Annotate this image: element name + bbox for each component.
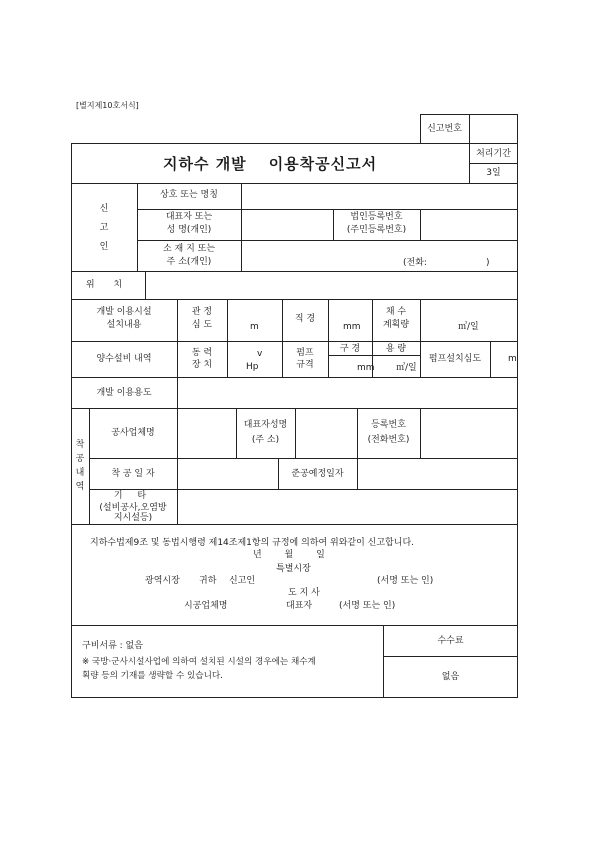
pump-label-1: 펌프 xyxy=(296,348,314,358)
depth-field[interactable] xyxy=(228,300,282,341)
representative-signature-field[interactable] xyxy=(312,599,336,613)
processing-period-label: 처리기간 xyxy=(476,149,511,159)
purpose-label: 개발 이용용도 xyxy=(96,388,152,398)
company-name-sign-label: 시공업체명 xyxy=(184,601,228,611)
rep-name-label-2: (주 소) xyxy=(251,435,280,445)
depth-label-2: 심 도 xyxy=(191,320,213,330)
pump-label-2: 규격 xyxy=(296,360,314,370)
install-depth-label: 펌프설치심도 xyxy=(428,354,482,364)
planned-completion-field[interactable] xyxy=(358,459,517,489)
form-reference: [별지제10호서식] xyxy=(76,101,139,110)
addressee-label: 귀하 xyxy=(199,576,217,586)
reporter-signature-label: 신고인 xyxy=(229,576,256,586)
diameter-unit: mm xyxy=(343,322,361,332)
planned-completion-label: 준공예정일자 xyxy=(291,469,344,479)
power-field[interactable] xyxy=(228,342,282,377)
other-note-2: 지시설등) xyxy=(113,513,153,523)
facility-label-2: 설치내용 xyxy=(106,320,142,330)
bore-unit: mm xyxy=(357,363,375,373)
phone-label: (전화: xyxy=(403,258,427,268)
start-date-field[interactable] xyxy=(178,459,278,489)
bore-label: 구 경 xyxy=(339,344,361,354)
address-field[interactable] xyxy=(242,241,517,271)
bore-field[interactable] xyxy=(329,356,372,377)
representative-label-1: 대표자 또는 xyxy=(165,212,213,222)
reg-no-label-2: (전화번호) xyxy=(367,435,410,445)
power-label-1: 동 력 xyxy=(191,348,213,358)
reporter-section-label-1: 신 xyxy=(99,204,109,214)
location-label: 위 치 xyxy=(85,280,131,290)
construction-section-label-2: 공 xyxy=(75,454,85,464)
report-number-field[interactable] xyxy=(470,115,517,143)
start-date-label: 착 공 일 자 xyxy=(111,469,155,479)
address-label-1: 소 재 지 또는 xyxy=(162,244,216,254)
capacity-label-2: 계획량 xyxy=(382,320,410,330)
rep-name-label-1: 대표자성명 xyxy=(243,420,288,430)
capacity-label-1: 채 수 xyxy=(385,307,407,317)
report-number-label: 신고번호 xyxy=(427,124,462,134)
reporter-section-label-2: 고 xyxy=(99,223,109,233)
pumping-label: 양수설비 내역 xyxy=(96,354,152,364)
volume-unit: ㎥/일 xyxy=(396,363,417,373)
diameter-field[interactable] xyxy=(329,300,372,341)
volume-label: 용 량 xyxy=(385,344,407,354)
other-field[interactable] xyxy=(178,490,517,524)
construction-section-label-4: 역 xyxy=(75,482,85,492)
business-name-label: 상호 또는 명칭 xyxy=(160,190,218,200)
purpose-field[interactable] xyxy=(178,378,517,408)
business-name-field[interactable] xyxy=(242,184,517,209)
voltage-unit: v xyxy=(257,349,263,359)
representative-label-2: 성 명(개인) xyxy=(166,225,212,235)
corp-reg-label-2: (주민등록번호) xyxy=(346,225,407,235)
facility-label-1: 개발 이용시설 xyxy=(96,307,152,317)
diameter-label: 직 경 xyxy=(294,314,316,324)
capacity-unit: ㎥/일 xyxy=(458,322,479,332)
volume-field[interactable] xyxy=(373,356,420,377)
depth-label-1: 관 정 xyxy=(191,307,213,317)
declaration-statement: 지하수법제9조 및 동법시행령 제14조제1항의 규정에 의하여 위와같이 신고합니다. xyxy=(90,538,415,548)
corp-reg-label-1: 법인등록번호 xyxy=(350,212,403,222)
form-title: 지하수 개발 이용착공신고서 xyxy=(163,155,378,173)
footer-note-1: ※ 국방·군사시설사업에 의하여 설치된 시설의 경우에는 채수계 xyxy=(82,657,316,667)
install-depth-unit: m xyxy=(508,354,517,364)
province-label: 도 지 사 xyxy=(288,588,320,598)
construction-section-label-1: 착 xyxy=(75,440,85,450)
reporter-section-label-3: 인 xyxy=(99,242,109,252)
representative-field[interactable] xyxy=(242,210,333,240)
location-field[interactable] xyxy=(146,272,517,299)
capacity-field[interactable] xyxy=(421,300,517,341)
representative-sign-label: 대표자 xyxy=(286,601,313,611)
special-city-label: 특별시장 xyxy=(276,564,311,574)
address-label-2: 주 소(개인) xyxy=(166,257,212,267)
rep-name-field[interactable] xyxy=(296,409,357,458)
construction-section-label-3: 내 xyxy=(75,468,85,478)
declaration-date-line: 년 월 일 xyxy=(253,550,325,560)
fee-label: 수수료 xyxy=(437,636,464,646)
required-documents: 구비서류 : 없음 xyxy=(82,641,143,651)
footer-note-2: 획량 등의 기재를 생략할 수 있습니다. xyxy=(82,671,223,681)
hp-unit: Hp xyxy=(246,362,259,372)
reg-no-label-1: 등록번호 xyxy=(371,420,406,430)
sign-note-1: (서명 또는 인) xyxy=(377,576,434,586)
reg-no-field[interactable] xyxy=(421,409,517,458)
power-label-2: 장 치 xyxy=(191,360,213,370)
company-field[interactable] xyxy=(178,409,236,458)
install-depth-field[interactable] xyxy=(491,342,517,377)
processing-period-value: 3일 xyxy=(486,168,501,178)
phone-close: ) xyxy=(486,258,490,268)
corp-reg-field[interactable] xyxy=(421,210,517,240)
other-label: 기 타 xyxy=(113,491,153,501)
fee-value: 없음 xyxy=(441,672,460,682)
sign-note-2: (서명 또는 인) xyxy=(339,601,396,611)
reporter-signature-field[interactable] xyxy=(262,574,374,588)
depth-unit: m xyxy=(250,322,259,332)
company-label: 공사업체명 xyxy=(111,428,155,438)
other-note-1: (설비공사,오염방 xyxy=(99,503,167,513)
metro-city-label: 광역시장 xyxy=(145,576,180,586)
